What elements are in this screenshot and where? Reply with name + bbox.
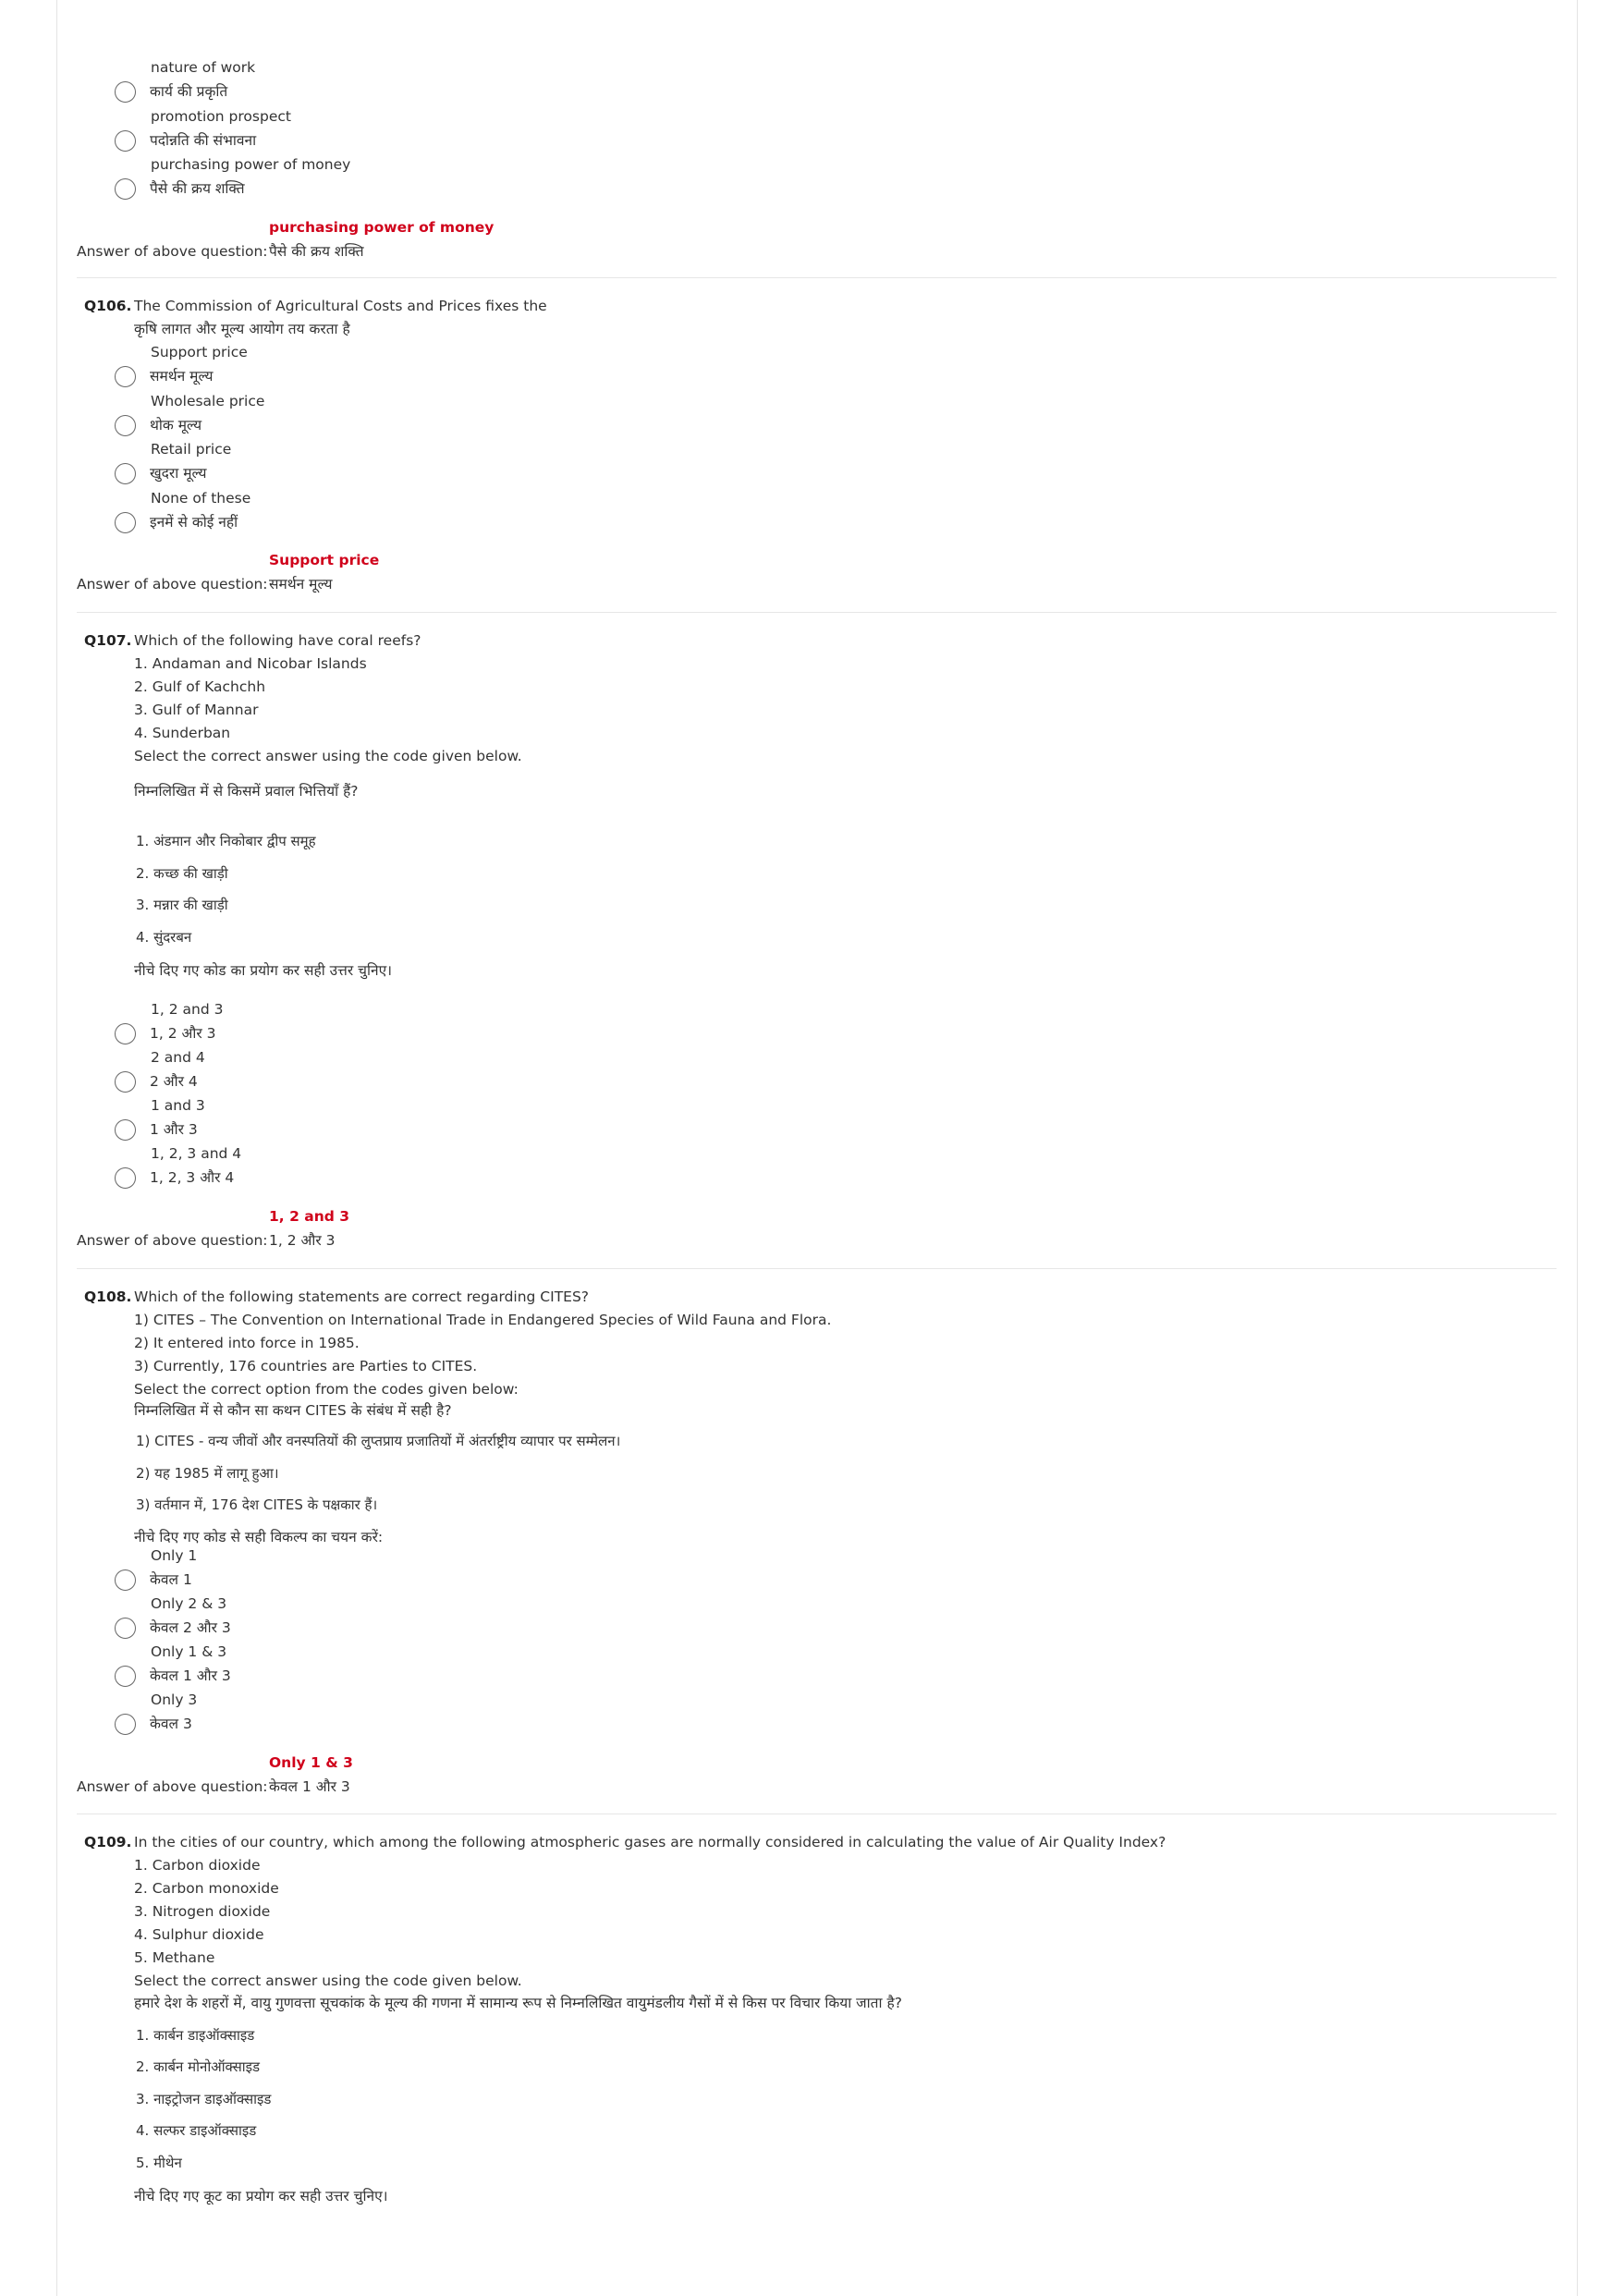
option-b-radio[interactable] xyxy=(115,415,136,436)
statement-hi-1: 1. कार्बन डाइऑक्साइड xyxy=(136,2027,255,2044)
option-d-en: None of these xyxy=(151,490,251,507)
statement-en-3: 3) Currently, 176 countries are Parties to CITES. xyxy=(134,1358,478,1374)
option-d-radio[interactable] xyxy=(115,512,136,533)
option-c-radio[interactable] xyxy=(115,178,136,200)
option-d-en: Only 3 xyxy=(151,1691,198,1708)
question-number: Q107. xyxy=(84,632,132,649)
separator xyxy=(77,1268,1557,1269)
option-c-hi: पैसे की क्रय शक्ति xyxy=(150,180,245,197)
statement-en-1: 1. Carbon dioxide xyxy=(134,1857,261,1874)
page-border-right xyxy=(1577,0,1578,2296)
answer-en: Only 1 & 3 xyxy=(269,1754,353,1771)
page-border-left xyxy=(56,0,57,2296)
statement-hi-3: 3) वर्तमान में, 176 देश CITES के पक्षकार हैं। xyxy=(136,1496,378,1513)
option-d-radio[interactable] xyxy=(115,1167,136,1189)
answer-en: Support price xyxy=(269,552,380,568)
option-b-radio[interactable] xyxy=(115,130,136,152)
option-c-hi: खुदरा मूल्य xyxy=(150,465,207,482)
option-a-en: Support price xyxy=(151,344,248,360)
statement-en-4: 4. Sulphur dioxide xyxy=(134,1926,264,1943)
statement-en-2: 2. Gulf of Kachchh xyxy=(134,678,266,695)
option-d-en: 1, 2, 3 and 4 xyxy=(151,1145,242,1162)
option-b-hi: 2 और 4 xyxy=(150,1073,198,1090)
statement-hi-4: 4. सल्फर डाइऑक्साइड xyxy=(136,2122,257,2139)
option-c-en: Retail price xyxy=(151,441,232,458)
question-text-hi: निम्नलिखित में से किसमें प्रवाल भित्तियाँ हैं? xyxy=(134,783,359,800)
instruction-hi: नीचे दिए गए कूट का प्रयोग कर सही उत्तर चुनिए। xyxy=(134,2188,388,2204)
statement-hi-2: 2. कार्बन मोनोऑक्साइड xyxy=(136,2058,261,2075)
option-a-radio[interactable] xyxy=(115,81,136,103)
statement-hi-2: 2. कच्छ की खाड़ी xyxy=(136,865,228,882)
option-d-hi: इनमें से कोई नहीं xyxy=(150,514,238,531)
option-d-radio[interactable] xyxy=(115,1714,136,1735)
statement-hi-3: 3. मन्नार की खाड़ी xyxy=(136,897,228,913)
option-a-radio[interactable] xyxy=(115,1569,136,1591)
answer-hi: पैसे की क्रय शक्ति xyxy=(269,243,364,260)
option-b-en: promotion prospect xyxy=(151,108,291,125)
statement-en-3: 3. Gulf of Mannar xyxy=(134,702,259,718)
option-b-en: Only 2 & 3 xyxy=(151,1595,227,1612)
statement-hi-1: 1. अंडमान और निकोबार द्वीप समूह xyxy=(136,833,316,849)
answer-label: Answer of above question: xyxy=(77,1778,268,1795)
option-c-radio[interactable] xyxy=(115,1119,136,1141)
statement-hi-1: 1) CITES - वन्य जीवों और वनस्पतियों की लुप्तप्राय प्रजातियों में अंतर्राष्ट्रीय व्यापार पर सम्मेलन। xyxy=(136,1433,621,1449)
option-c-en: 1 and 3 xyxy=(151,1097,205,1114)
option-c-en: Only 1 & 3 xyxy=(151,1643,227,1660)
instruction-en: Select the correct option from the codes given below: xyxy=(134,1381,519,1398)
option-c-en: purchasing power of money xyxy=(151,156,351,173)
option-b-radio[interactable] xyxy=(115,1071,136,1093)
option-a-en: Only 1 xyxy=(151,1547,198,1564)
option-a-en: nature of work xyxy=(151,59,256,76)
separator xyxy=(77,277,1557,278)
statement-hi-2: 2) यह 1985 में लागू हुआ। xyxy=(136,1465,279,1482)
question-text-hi: कृषि लागत और मूल्य आयोग तय करता है xyxy=(134,321,350,337)
statement-en-2: 2. Carbon monoxide xyxy=(134,1880,279,1897)
question-text-en: Which of the following statements are correct regarding CITES? xyxy=(134,1288,590,1305)
statement-en-3: 3. Nitrogen dioxide xyxy=(134,1903,271,1920)
question-number: Q109. xyxy=(84,1834,132,1850)
option-c-radio[interactable] xyxy=(115,1666,136,1687)
statement-hi-4: 4. सुंदरबन xyxy=(136,929,192,946)
statement-en-4: 4. Sunderban xyxy=(134,725,231,741)
option-b-en: Wholesale price xyxy=(151,393,265,409)
answer-hi: 1, 2 और 3 xyxy=(269,1232,336,1249)
answer-label: Answer of above question: xyxy=(77,243,268,260)
instruction-en: Select the correct answer using the code given below. xyxy=(134,748,522,764)
question-number: Q108. xyxy=(84,1288,132,1305)
answer-hi: समर्थन मूल्य xyxy=(269,576,333,592)
question-number: Q106. xyxy=(84,298,132,314)
statement-en-5: 5. Methane xyxy=(134,1949,215,1966)
statement-en-2: 2) It entered into force in 1985. xyxy=(134,1335,360,1351)
option-b-radio[interactable] xyxy=(115,1618,136,1639)
statement-hi-5: 5. मीथेन xyxy=(136,2155,182,2171)
option-a-radio[interactable] xyxy=(115,366,136,387)
answer-en: 1, 2 and 3 xyxy=(269,1208,350,1225)
option-a-hi: समर्थन मूल्य xyxy=(150,368,214,385)
option-b-hi: थोक मूल्य xyxy=(150,417,202,434)
instruction-hi: नीचे दिए गए कोड से सही विकल्प का चयन करें: xyxy=(134,1529,384,1545)
question-text-hi: निम्नलिखित में से कौन सा कथन CITES के संबंध में सही है? xyxy=(134,1402,452,1419)
answer-label: Answer of above question: xyxy=(77,576,268,592)
option-a-radio[interactable] xyxy=(115,1023,136,1044)
option-c-hi: 1 और 3 xyxy=(150,1121,198,1138)
question-text-hi: हमारे देश के शहरों में, वायु गुणवत्ता सूचकांक के मूल्य की गणना में सामान्य रूप से निम्नलिखित वायुमंडलीय गैसों में से किस पर विचार किया जाता है? xyxy=(134,1995,902,2011)
option-c-hi: केवल 1 और 3 xyxy=(150,1667,231,1684)
option-d-hi: केवल 3 xyxy=(150,1716,192,1732)
instruction-hi: नीचे दिए गए कोड का प्रयोग कर सही उत्तर चुनिए। xyxy=(134,962,393,979)
statement-hi-3: 3. नाइट्रोजन डाइऑक्साइड xyxy=(136,2091,272,2107)
option-a-hi: केवल 1 xyxy=(150,1571,192,1588)
answer-hi: केवल 1 और 3 xyxy=(269,1778,350,1795)
option-c-radio[interactable] xyxy=(115,463,136,484)
option-b-hi: केवल 2 और 3 xyxy=(150,1619,231,1636)
instruction-en: Select the correct answer using the code given below. xyxy=(134,1972,522,1989)
question-text-en: In the cities of our country, which among the following atmospheric gases are normally considered in calculating the value of Air Quality Index? xyxy=(134,1834,1166,1850)
option-a-hi: कार्य की प्रकृति xyxy=(150,83,228,100)
option-a-hi: 1, 2 और 3 xyxy=(150,1025,216,1042)
question-text-en: The Commission of Agricultural Costs and Prices fixes the xyxy=(134,298,547,314)
option-b-hi: पदोन्नति की संभावना xyxy=(150,132,257,149)
answer-en: purchasing power of money xyxy=(269,219,495,236)
separator xyxy=(77,612,1557,613)
option-a-en: 1, 2 and 3 xyxy=(151,1001,224,1018)
statement-en-1: 1) CITES – The Convention on International Trade in Endangered Species of Wild Fauna and Flora. xyxy=(134,1312,832,1328)
question-text-en: Which of the following have coral reefs? xyxy=(134,632,421,649)
statement-en-1: 1. Andaman and Nicobar Islands xyxy=(134,655,367,672)
option-d-hi: 1, 2, 3 और 4 xyxy=(150,1169,235,1186)
option-b-en: 2 and 4 xyxy=(151,1049,205,1066)
answer-label: Answer of above question: xyxy=(77,1232,268,1249)
